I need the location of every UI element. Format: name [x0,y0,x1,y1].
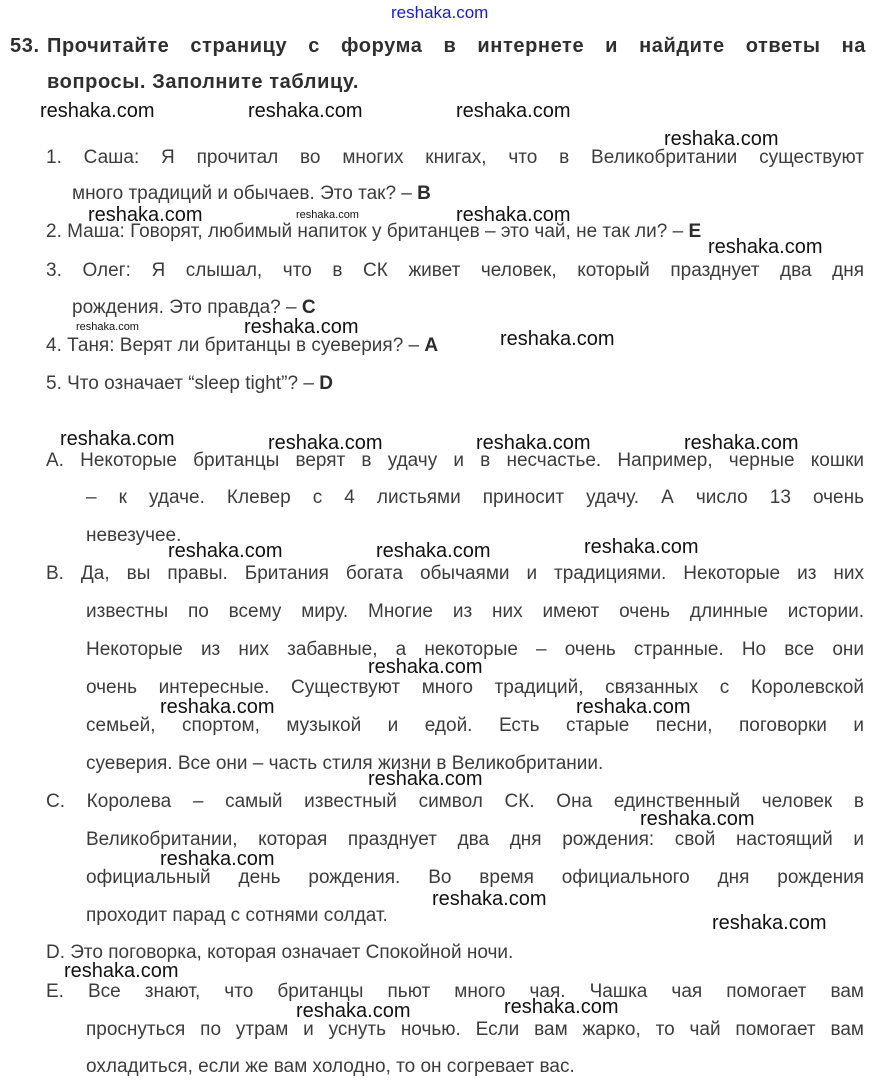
question-2-answer: E [688,221,702,242]
watermark: reshaka.com [88,204,203,226]
answer-c-line-3: официальный день рождения. Во время официального дня рождения [86,867,864,888]
question-3-line-2: рождения. Это правда? – C [72,297,316,318]
answer-a-line-1: A. Некоторые британцы верят в удачу и в несчастье. Например, черные кошки [46,450,864,471]
watermark: reshaka.com [40,100,155,122]
answer-a-line-2: – к удаче. Клевер с 4 листьями приносит удачу. А число 13 очень [86,487,864,508]
watermark: reshaka.com [708,236,823,258]
question-5-answer: D [319,373,333,394]
question-5: 5. Что означает “sleep tight”? – D [46,373,333,394]
watermark-small: reshaka.com [296,209,359,221]
watermark: reshaka.com [584,536,699,558]
answer-b-line-3: Некоторые из них забавные, а некоторые – очень странные. Но все они [86,639,864,660]
watermark: reshaka.com [244,316,359,338]
question-3-line-1: 3. Олег: Я слышал, что в СК живет человек, который празднует два дня [46,260,864,281]
question-1-line-2: много традиций и обычаев. Это так? – B [72,183,431,204]
watermark: reshaka.com [160,848,275,870]
task-number: 53. [10,35,40,57]
task-title-text-1: Прочитайте страницу с форума в интернете и найдите ответы на [47,35,866,57]
watermark: reshaka.com [432,888,547,910]
answer-d-line-1: D. Это поговорка, которая означает Спокойной ночи. [46,942,514,963]
question-4: 4. Таня: Верят ли британцы в суеверия? – A [46,335,439,356]
answer-b-line-6: суеверия. Все они – часть стиля жизни в Великобритании. [86,753,604,774]
watermark: reshaka.com [60,428,175,450]
answer-c-line-1: C. Королева – самый известный символ СК. Она единственный человек в [46,791,864,812]
watermark: reshaka.com [640,808,755,830]
watermark: reshaka.com [368,656,483,678]
top-watermark: reshaka.com [391,3,489,22]
watermark: reshaka.com [64,960,179,982]
answer-e-line-2: проснуться по утрам и уснуть ночью. Если вам жарко, то чай помогает вам [86,1019,864,1040]
task-title-line-1 [10,28,866,64]
watermark-small: reshaka.com [76,321,139,333]
watermark: reshaka.com [664,128,779,150]
watermark: reshaka.com [504,996,619,1018]
task-header [10,28,866,100]
watermark: reshaka.com [500,328,615,350]
watermark: reshaka.com [576,696,691,718]
question-4-answer: A [424,335,439,356]
answer-a-line-3: невезучее. [86,525,182,546]
watermark: reshaka.com [248,100,363,122]
answer-e-line-3: охладиться, если же вам холодно, то он согревает вас. [86,1056,575,1077]
task-title-line-2: вопросы. Заполните таблицу. [47,71,360,93]
answer-b-line-5: семьей, спортом, музыкой и едой. Есть старые песни, поговорки и [86,715,864,736]
question-2: 2. Маша: Говорят, любимый напиток у британцев – это чай, не так ли? – E [46,221,702,242]
watermark: reshaka.com [684,432,799,454]
answer-b-line-1: B. Да, вы правы. Британия богата обычаями и традициями. Некоторые из них [46,563,864,584]
answer-b-line-2: известны по всему миру. Многие из них имеют очень длинные истории. [86,601,864,622]
answer-e-line-1: E. Все знают, что британцы пьют много чая. Чашка чая помогает вам [46,981,864,1002]
question-1-line-1: 1. Саша: Я прочитал во многих книгах, что в Великобритании существуют [46,147,864,168]
watermark: reshaka.com [376,540,491,562]
watermark: reshaka.com [168,540,283,562]
answer-c-line-4: проходит парад с сотнями солдат. [86,905,388,926]
answer-c-line-2: Великобритании, которая празднует два дня рождения: свой настоящий и [86,829,864,850]
watermark: reshaka.com [476,432,591,454]
watermark: reshaka.com [456,100,571,122]
watermark: reshaka.com [160,696,275,718]
answer-b-line-4: очень интересные. Существуют много традиций, связанных с Королевской [86,677,864,698]
watermark: reshaka.com [368,768,483,790]
watermark: reshaka.com [268,432,383,454]
question-3-answer: C [301,297,316,318]
watermark: reshaka.com [456,204,571,226]
watermark: reshaka.com [712,912,827,934]
watermark: reshaka.com [296,1000,411,1022]
question-1-answer: B [417,183,431,204]
